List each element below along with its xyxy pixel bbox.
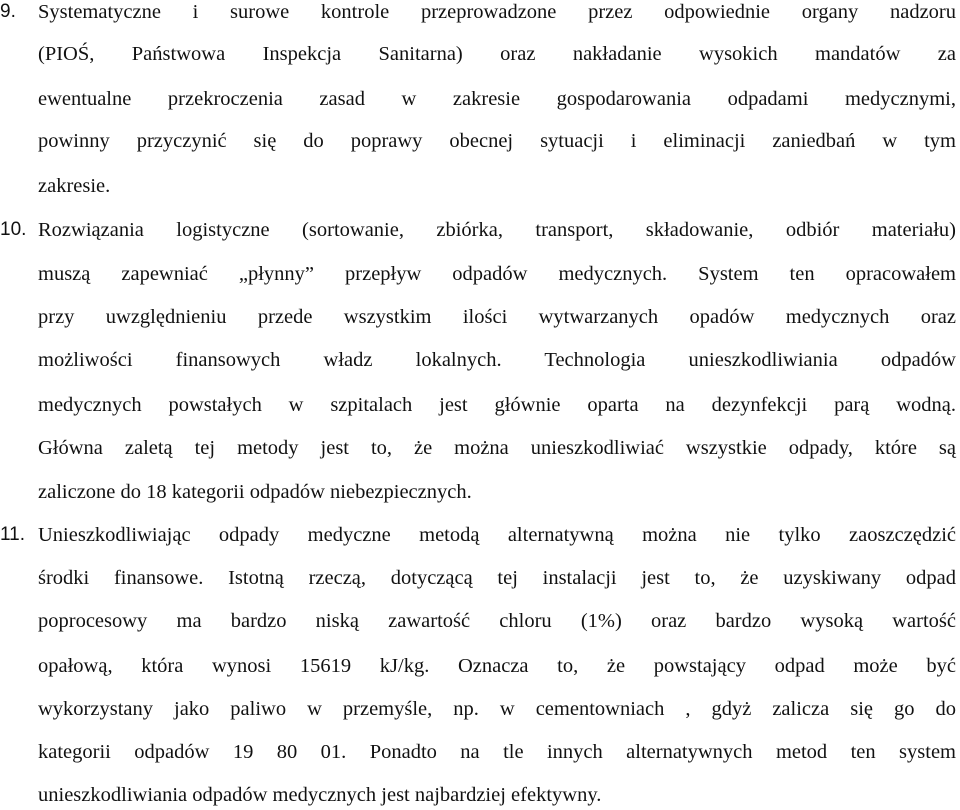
item-9-line-2: (PIOŚ, Państwowa Inspekcja Sanitarna) oraz nakładanie wysokich mandatów za	[38, 43, 956, 65]
item-11-line-7: unieszkodliwiania odpadów medycznych jest najbardziej efektywny.	[38, 784, 602, 806]
item-11-line-5: wykorzystany jako paliwo w przemyśle, np. w cementowniach , gdyż zalicza się go do	[38, 698, 956, 720]
item-9-line-3: ewentualne przekroczenia zasad w zakresie gospodarowania odpadami medycznymi,	[38, 88, 956, 110]
item-9-line-5: zakresie.	[38, 175, 111, 197]
item-10-line-7: zaliczone do 18 kategorii odpadów niebezpiecznych.	[38, 481, 472, 503]
item-11-line-4: opałową, która wynosi 15619 kJ/kg. Oznacza to, że powstający odpad może być	[38, 655, 956, 677]
item-10-line-2: muszą zapewniać „płynny” przepływ odpadów medycznych. System ten opracowałem	[38, 263, 956, 285]
item-number-11: 11.	[0, 524, 26, 545]
item-9-line-1: Systematyczne i surowe kontrole przeprowadzone przez odpowiednie organy nadzoru	[38, 1, 956, 23]
item-10-line-6: Główna zaletą tej metody jest to, że można unieszkodliwiać wszystkie odpady, które są	[38, 437, 956, 459]
item-11-line-3: poprocesowy ma bardzo niską zawartość chloru (1%) oraz bardzo wysoką wartość	[38, 610, 956, 632]
item-11-line-2: środki finansowe. Istotną rzeczą, dotyczącą tej instalacji jest to, że uzyskiwany odpad	[38, 567, 956, 589]
item-10-line-3: przy uwzględnieniu przede wszystkim ilości wytwarzanych opadów medycznych oraz	[38, 306, 956, 328]
item-11-line-6: kategorii odpadów 19 80 01. Ponadto na tle innych alternatywnych metod ten system	[38, 741, 956, 763]
item-9-line-4: powinny przyczynić się do poprawy obecnej sytuacji i eliminacji zaniedbań w tym	[38, 130, 956, 152]
item-10-line-1: Rozwiązania logistyczne (sortowanie, zbiórka, transport, składowanie, odbiór materiału)	[38, 219, 956, 241]
item-10-line-4: możliwości finansowych władz lokalnych. Technologia unieszkodliwiania odpadów	[38, 349, 956, 371]
item-number-9: 9.	[0, 1, 16, 22]
item-10-line-5: medycznych powstałych w szpitalach jest głównie oparta na dezynfekcji parą wodną.	[38, 394, 956, 416]
item-11-line-1: Unieszkodliwiając odpady medyczne metodą alternatywną można nie tylko zaoszczędzić	[38, 524, 956, 546]
item-number-10: 10.	[0, 219, 27, 240]
